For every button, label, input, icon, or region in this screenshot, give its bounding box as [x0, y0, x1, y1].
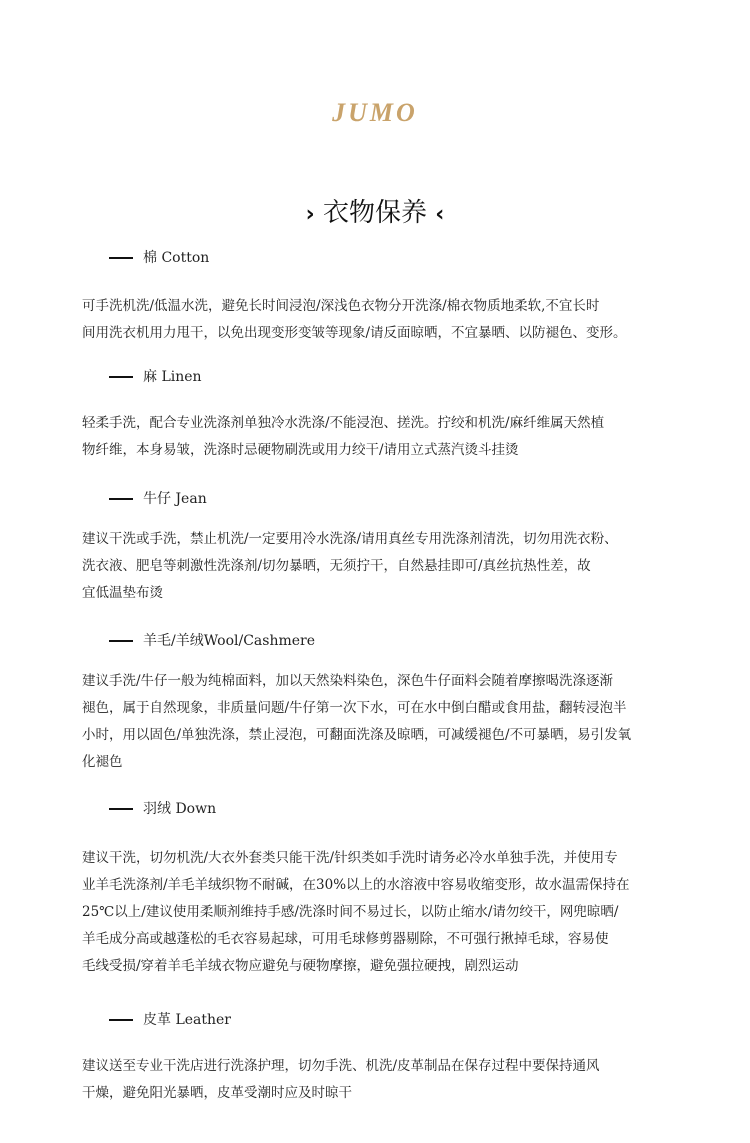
- body-line: 25℃以上/建议使用柔顺剂维持手感/洗涤时间不易过长，以防止缩水/请勿绞干，网兜晾晒/: [82, 904, 619, 920]
- section-heading-label: 皮革 Leather: [143, 1012, 231, 1028]
- brand-logo: JUMO: [332, 98, 418, 127]
- body-line: 间用洗衣机用力甩干，以免出现变形变皱等现象/请反面晾晒，不宜暴晒、以防褪色、变形。: [82, 325, 627, 341]
- section-heading-label: 麻 Linen: [143, 369, 202, 385]
- body-line: 洗衣液、肥皂等刺激性洗涤剂/切勿暴晒，无须拧干，自然悬挂即可/真丝抗热性差，故: [82, 558, 591, 574]
- section-body: [82, 526, 702, 607]
- section-body: [82, 668, 702, 776]
- section-body: [82, 845, 702, 980]
- body-line: 可手洗机洗/低温水洗，避免长时间浸泡/深浅色衣物分开洗涤/棉衣物质地柔软,不宜长时: [82, 298, 600, 314]
- section-heading: [82, 630, 702, 652]
- heading-dash: [109, 640, 133, 642]
- chevron-right-icon: ›: [305, 202, 315, 227]
- body-line: 宜低温垫布烫: [82, 585, 163, 601]
- page-title: 衣物保养: [322, 198, 427, 228]
- body-line: 褪色，属于自然现象，非质量问题/牛仔第一次下水，可在水中倒白醋或食用盐，翻转浸泡半: [82, 700, 627, 716]
- page-title-row: [0, 192, 750, 229]
- body-line: 羊毛成分高或越蓬松的毛衣容易起球，可用毛球修剪器剔除，不可强行揪掉毛球，容易使: [82, 931, 609, 947]
- body-line: 业羊毛洗涤剂/羊毛羊绒织物不耐碱，在30%以上的水溶液中容易收缩变形，故水温需保持在: [82, 877, 630, 893]
- body-line: 物纤维，本身易皱，洗涤时忌硬物刷洗或用力绞干/请用立式蒸汽烫斗挂烫: [82, 442, 519, 458]
- section-heading: [82, 488, 702, 510]
- care-section-jean: [82, 488, 702, 607]
- body-line: 干燥，避免阳光暴晒，皮革受潮时应及时晾干: [82, 1085, 352, 1101]
- section-heading: [82, 366, 702, 388]
- care-section-wool: [82, 630, 702, 776]
- chevron-left-icon: ‹: [435, 202, 445, 227]
- section-heading: [82, 1009, 702, 1031]
- care-section-down: [82, 798, 702, 980]
- body-line: 毛线受损/穿着羊毛羊绒衣物应避免与硬物摩擦，避免强拉硬拽，剧烈运动: [82, 958, 519, 974]
- body-line: 建议手洗/牛仔一般为纯棉面料，加以天然染料染色，深色牛仔面料会随着摩擦喝洗涤逐渐: [82, 673, 614, 689]
- section-heading-label: 棉 Cotton: [143, 250, 210, 266]
- care-section-leather: [82, 1009, 702, 1107]
- section-heading-label: 牛仔 Jean: [143, 491, 207, 507]
- section-heading-label: 羊毛/羊绒Wool/Cashmere: [143, 633, 316, 649]
- section-heading-label: 羽绒 Down: [143, 801, 217, 817]
- care-section-linen: [82, 366, 702, 464]
- section-heading: [82, 247, 702, 269]
- section-body: [82, 1053, 702, 1107]
- heading-dash: [109, 1019, 133, 1021]
- section-body: [82, 293, 702, 347]
- section-body: [82, 410, 702, 464]
- body-line: 建议干洗或手洗，禁止机洗/一定要用冷水洗涤/请用真丝专用洗涤剂清洗，切勿用洗衣粉、: [82, 531, 618, 547]
- heading-dash: [109, 808, 133, 810]
- body-line: 小时，用以固色/单独洗涤，禁止浸泡，可翻面洗涤及晾晒，可减缓褪色/不可暴晒，易引发氧: [82, 727, 632, 743]
- heading-dash: [109, 498, 133, 500]
- body-line: 化褪色: [82, 754, 123, 770]
- heading-dash: [109, 376, 133, 378]
- care-section-cotton: [82, 247, 702, 347]
- body-line: 建议干洗，切勿机洗/大衣外套类只能干洗/针织类如手洗时请务必冷水单独手洗，并使用专: [82, 850, 618, 866]
- heading-dash: [109, 257, 133, 259]
- body-line: 轻柔手洗，配合专业洗涤剂单独冷水洗涤/不能浸泡、搓洗。拧绞和机洗/麻纤维属天然植: [82, 415, 605, 431]
- section-heading: [82, 798, 702, 820]
- body-line: 建议送至专业干洗店进行洗涤护理，切勿手洗、机洗/皮革制品在保存过程中要保持通风: [82, 1058, 600, 1074]
